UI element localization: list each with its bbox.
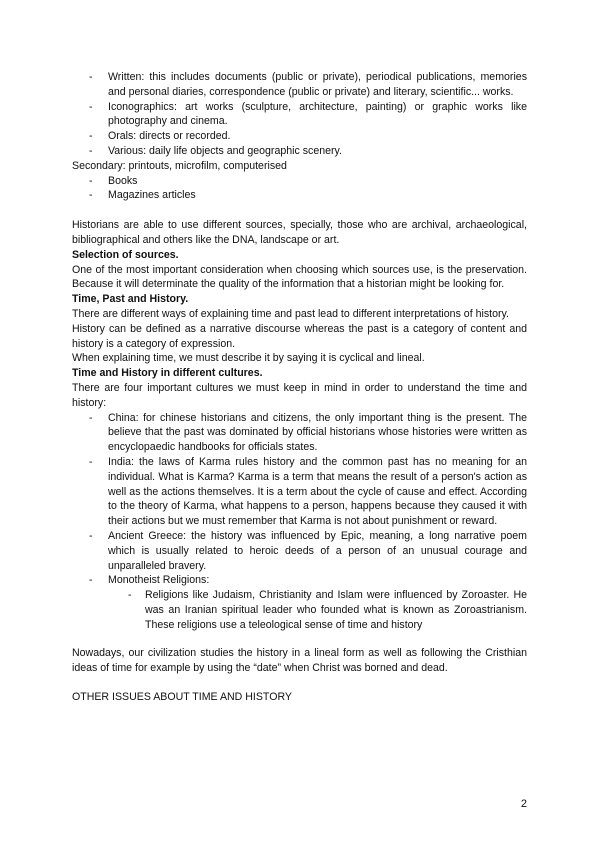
bullet-dash: - xyxy=(89,189,93,202)
sources-paragraph: Historians are able to use different sources, specially, those who are archival, archaeological, bibliographical and others like the DNA, landscape or art. xyxy=(72,219,527,246)
list-item: - Written: this includes documents (public or private), periodical publications, memories and personal diaries, correspondence (public or private) and literary, scientific... works. xyxy=(89,71,527,98)
selection-paragraph: One of the most important consideration when choosing which sources use, is the preservation. Because it will determinate the quality of the information that a historian might be looking for. xyxy=(72,263,527,291)
document-body xyxy=(72,70,527,705)
bullet-dash: - xyxy=(89,71,93,83)
time-paragraph-1: There are different ways of explaining time and past lead to different interpretations of history. xyxy=(72,307,509,320)
list-item: - Books xyxy=(89,174,138,187)
heading-cultures: Time and History in different cultures. xyxy=(72,367,263,380)
list-item: - Orals: directs or recorded. xyxy=(89,130,231,143)
sub-list-item: - Religions like Judaism, Christianity and Islam were influenced by Zoroaster. He was an Iranian spiritual leader who founded what is known as Zoroastrianism. These religions use a teleological sense of time and history xyxy=(128,589,527,631)
list-item: - Ancient Greece: the history was influenced by Epic, meaning, a long narrative poem which is usually related to heroic deeds of a person of an unusual courage and unparalleled bravery. xyxy=(89,529,527,572)
bullet-dash: - xyxy=(89,574,93,587)
list-item: - Iconographics: art works (sculpture, architecture, painting) or graphic works like photography and cinema. xyxy=(89,100,527,128)
list-item: - Various: daily life objects and geographic scenery. xyxy=(89,144,342,157)
list-item: - Monotheist Religions: xyxy=(89,574,210,587)
heading-selection: Selection of sources. xyxy=(72,248,179,261)
list-item: - Magazines articles xyxy=(89,189,196,202)
other-issues-heading: OTHER ISSUES ABOUT TIME AND HISTORY xyxy=(72,691,292,704)
secondary-label: Secondary: printouts, microfilm, computerised xyxy=(72,159,287,172)
bullet-dash: - xyxy=(89,411,93,424)
list-item: - China: for chinese historians and citizens, the only important thing is the present. The believe that the past was dominated by official historians whose histories were written as encyclopaedic handbooks for officials states. xyxy=(89,411,527,454)
time-paragraph-3: When explaining time, we must describe it by saying it is cyclical and lineal. xyxy=(72,352,425,365)
bullet-dash: - xyxy=(128,589,132,602)
cultures-intro: There are four important cultures we must keep in mind in order to understand the time and history: xyxy=(72,381,527,409)
bullet-dash: - xyxy=(89,100,93,113)
page-number: 2 xyxy=(520,798,527,810)
bullet-dash: - xyxy=(89,130,93,143)
bullet-dash: - xyxy=(89,174,93,187)
nowadays-paragraph: Nowadays, our civilization studies the history in a lineal form as well as following the Cristhian ideas of time for example by using the “date” when Christ was borned and dead. xyxy=(72,647,527,675)
heading-time-past: Time, Past and History. xyxy=(72,293,189,306)
list-item: - India: the laws of Karma rules history and the common past has no meaning for an individual. What is Karma? Karma is a term that means the result of a person's action as well as the actions themselves. It is a term about the cycle of cause and effect. According to the theory of Karma, what happens to a person, happens because they caused it with their actions but we must remember that Karma is not about punishment or reward. xyxy=(89,455,527,528)
bullet-dash: - xyxy=(89,529,93,542)
bullet-dash: - xyxy=(89,144,93,157)
bullet-dash: - xyxy=(89,455,93,468)
time-paragraph-2: History can be defined as a narrative discourse whereas the past is a category of content and history is a category of expression. xyxy=(72,322,527,350)
